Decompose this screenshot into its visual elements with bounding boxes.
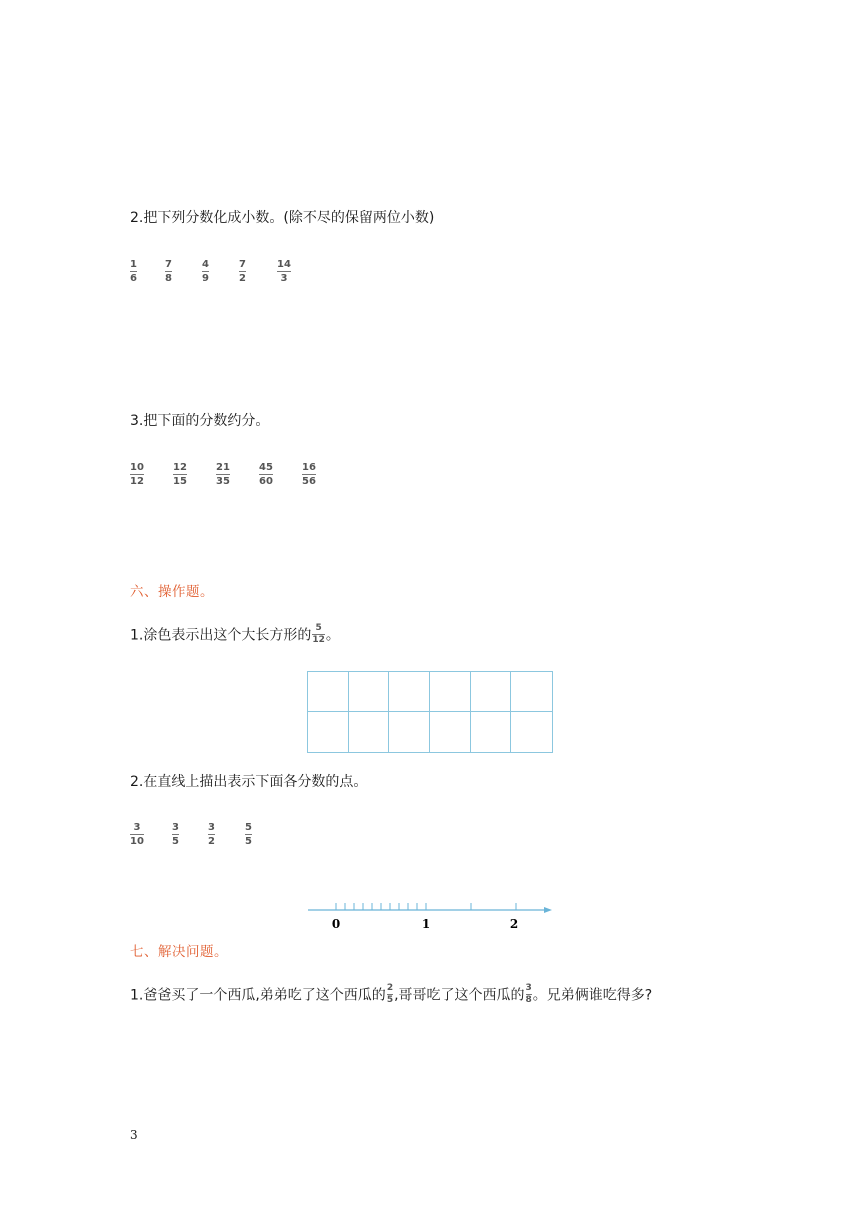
numerator: 12 (173, 462, 187, 473)
section-title-6: 六、操作题。 (130, 584, 214, 600)
number-line-label-1: 1 (421, 917, 431, 931)
numerator: 3 (172, 822, 179, 833)
numerator: 1 (130, 259, 137, 270)
fraction (165, 259, 172, 284)
denominator: 8 (525, 995, 532, 1005)
grid-cell[interactable] (471, 712, 512, 752)
question-number: 1. (130, 627, 144, 644)
numerator: 45 (259, 462, 273, 473)
grid-cell[interactable] (430, 712, 471, 752)
numerator: 2 (386, 983, 394, 993)
denominator: 8 (165, 273, 172, 285)
number-line (300, 895, 560, 935)
question-text-end: 。 (325, 627, 340, 644)
numerator: 3 (208, 822, 215, 833)
fraction (302, 462, 316, 487)
denominator: 15 (173, 476, 187, 488)
grid-cell[interactable] (430, 672, 471, 712)
question-2 (130, 208, 434, 228)
fraction (216, 462, 230, 487)
question-number: 2. (130, 210, 144, 226)
fraction (130, 462, 144, 487)
question-text: 涂色表示出这个大长方形的 (143, 627, 312, 644)
question-text: 把下面的分数约分。 (143, 413, 270, 429)
denominator: 2 (208, 836, 215, 848)
inline-fraction (526, 984, 532, 1005)
inline-fraction (312, 624, 325, 645)
question-text: 。兄弟俩谁吃得多? (532, 987, 653, 1004)
denominator: 56 (302, 476, 316, 488)
denominator: 6 (130, 273, 137, 285)
inline-fraction (387, 984, 393, 1005)
grid-cell[interactable] (389, 672, 430, 712)
number-line-label-2: 2 (509, 917, 519, 931)
numerator: 21 (216, 462, 230, 473)
fraction (208, 822, 215, 847)
denominator: 2 (239, 273, 246, 285)
fraction (245, 822, 252, 847)
question-number: 3. (130, 413, 144, 429)
grid-cell[interactable] (308, 712, 349, 752)
numerator: 10 (130, 462, 144, 473)
section6-question-1 (130, 625, 340, 646)
numerator: 5 (245, 822, 252, 833)
grid-cell[interactable] (511, 672, 552, 712)
numerator: 14 (277, 259, 291, 270)
denominator: 60 (259, 476, 273, 488)
numerator: 16 (302, 462, 316, 473)
denominator: 12 (130, 476, 144, 488)
numerator: 7 (165, 259, 172, 270)
denominator: 12 (312, 635, 325, 645)
denominator: 10 (130, 836, 144, 848)
section7-question-1 (130, 985, 652, 1006)
grid-cell[interactable] (349, 672, 390, 712)
numerator: 3 (133, 822, 141, 833)
numerator: 7 (239, 259, 246, 270)
grid-cell[interactable] (511, 712, 552, 752)
denominator: 5 (172, 836, 179, 848)
rectangle-grid (307, 671, 553, 753)
grid-cell[interactable] (308, 672, 349, 712)
question-text: ,哥哥吃了这个西瓜的 (394, 987, 525, 1004)
grid-cell[interactable] (349, 712, 390, 752)
fraction (277, 259, 291, 284)
number-line-ticks (336, 903, 516, 910)
section6-question-2 (130, 772, 367, 792)
question-text: 把下列分数化成小数。(除不尽的保留两位小数) (143, 210, 435, 226)
numerator: 3 (525, 983, 532, 993)
fraction (172, 822, 179, 847)
numerator: 5 (315, 623, 322, 633)
denominator: 3 (280, 273, 288, 285)
fraction (202, 259, 209, 284)
grid-cell[interactable] (471, 672, 512, 712)
question-text: 爸爸买了一个西瓜,弟弟吃了这个西瓜的 (143, 987, 386, 1004)
fraction (259, 462, 273, 487)
fraction (130, 822, 144, 847)
fraction (239, 259, 246, 284)
number-line-label-0: 0 (331, 917, 341, 931)
question-number: 2. (130, 774, 144, 790)
denominator: 5 (245, 836, 252, 848)
page-number: 3 (130, 1128, 138, 1142)
denominator: 35 (216, 476, 230, 488)
numerator: 4 (202, 259, 209, 270)
denominator: 5 (386, 995, 394, 1005)
fraction (173, 462, 187, 487)
section-title-7: 七、解决问题。 (130, 944, 228, 960)
question-text: 在直线上描出表示下面各分数的点。 (143, 774, 368, 790)
arrow-icon (544, 907, 552, 913)
denominator: 9 (202, 273, 209, 285)
question-3 (130, 411, 269, 431)
fraction (130, 259, 137, 284)
grid-cell[interactable] (389, 712, 430, 752)
question-number: 1. (130, 987, 144, 1004)
